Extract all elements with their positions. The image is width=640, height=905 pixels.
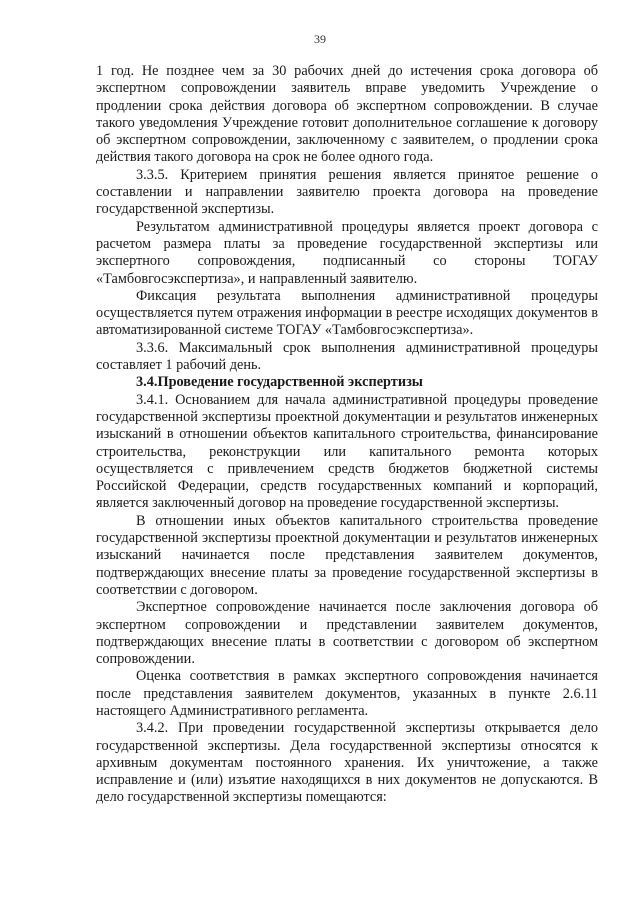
document-body [96, 63, 598, 807]
paragraph: 3.3.5. Критерием принятия решения является принятое решение о составлении и направлении заявителю проекта договора на проведение государственной экспертизы. [96, 166, 598, 218]
paragraph: В отношении иных объектов капитального строительства проведение государственной экспертизы проектной документации и результатов инженерных изысканий начинается после представления заявителем документов, подтверждающих внесение платы за проведение государственной экспертизы в соответствии с договором. [96, 512, 598, 598]
paragraph: 3.3.6. Максимальный срок выполнения административной процедуры составляет 1 рабочий день. [96, 339, 598, 374]
section-heading: 3.4.Проведение государственной экспертизы [136, 374, 423, 391]
paragraph: 3.4.2. При проведении государственной экспертизы открывается дело государственной экспертизы. Дела государственной экспертизы относятся к архивным документам постоянного хранения. Их уничтожение, а также исправление и (или) изъятие находящихся в них документов не допускаются. В дело государственной экспертизы помещаются: [96, 720, 598, 806]
paragraph: Оценка соответствия в рамках экспертного сопровождения начинается после представления заявителем документов, указанных в пункте 2.6.11 настоящего Административного регламента. [96, 668, 598, 719]
paragraph: Экспертное сопровождение начинается после заключения договора об экспертном сопровождении и представлении заявителем документов, подтверждающих внесение платы в соответствии с договором об экспертном сопровождении. [96, 599, 598, 668]
paragraph: 1 год. Не позднее чем за 30 рабочих дней до истечения срока договора об экспертном сопровождении заявитель вправе уведомить Учреждение о продлении срока действия договора об экспертном сопровождении. В случае такого уведомления Учреждение готовит дополнительное соглашение к договору об экспертном сопровождении, заключенному с заявителем, о продлении срока действия такого договора на срок не более одного года. [96, 63, 598, 166]
page-number: 39 [314, 32, 326, 46]
paragraph: Фиксация результата выполнения административной процедуры осуществляется путем отражения информации в реестре исходящих документов в автоматизированной системе ТОГАУ «Тамбовгосэкспертиза». [96, 287, 598, 339]
paragraph: 3.4.1. Основанием для начала административной процедуры проведение государственной экспертизы проектной документации и результатов инженерных изысканий в отношении объектов капитального строительства, финансирование строительства, реконструкции или капитального ремонта которых осуществляется с привлечением средств бюджетов бюджетной системы Российской Федерации, средств государственных компаний и корпораций, является заключенный договор на проведение государственной экспертизы. [96, 391, 598, 512]
paragraph: Результатом административной процедуры является проект договора с расчетом размера платы за проведение государственной экспертизы или экспертного сопровождения, подписанный со стороны ТОГАУ «Тамбовгосэкспертиза», и направленный заявителю. [96, 218, 598, 287]
